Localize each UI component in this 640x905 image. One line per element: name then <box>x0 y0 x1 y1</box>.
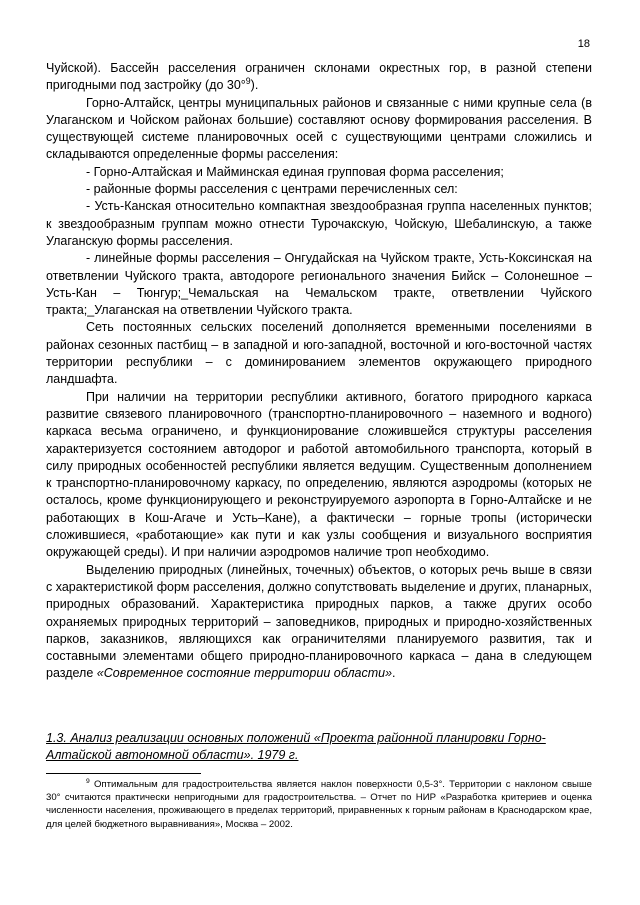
paragraph-4: При наличии на территории республики активного, богатого природного каркаса развитие связевого планировочного (транспортно-планировочного – наземного и водного) каркаса весьма ограничено, и функционирование сложившейся структуры расселения характеризуется состоянием автодорог и работой автомобильного транспорта, который в силу природных особенностей республики является ведущим. Существенным дополнением к транспортно-планировочному каркасу, по определению, являются аэродромы (которых не осталось, кроме функционирующего и реконструируемого аэропорта в Горно-Алтайске и не работающих в Кош-Агаче и Усть–Кане), а фактически – горные тропы (исторически сложившиеся, «работающие» как пути и как узлы сообщения и визуального восприятия окружающей среды). И при наличии аэродромов наличие троп необходимо. <box>46 389 592 560</box>
paragraph-3: Сеть постоянных сельских поселений дополняется временными поселениями в районах сезонных пастбищ – в западной и юго-западной, восточной и юго-восточной частях территории республики – с доминированием элементов окружающего природного ландшафта. <box>46 320 592 387</box>
footnote-mark: 9 <box>86 777 90 785</box>
section-reference: «Современное состояние территории области» <box>96 666 393 681</box>
section-heading: 1.3. Анализ реализации основных положений «Проекта районной планировки Горно-Алтайской автономной области». 1979 г. <box>46 731 546 763</box>
list-item-3: - Усть-Канская относительно компактная звездообразная группа населенных пунктов; к звездообразным группам можно отнести Турочакскую, Чойскую, Шебалинскую, а также Улаганскую формы расселения. <box>46 199 592 248</box>
list-item-4: - линейные формы расселения – Онгудайская на Чуйском тракте, Усть-Коксинская на ответвлении Чуйского тракта, автодороге регионального значения Бийск – Солонешное – Усть-Кан – Тюнгур;_Чемальская на Чемальском тракте, ответвлении Чуйского тракта;_Улаганская на ответвлении Чуйского тракта. <box>46 251 592 318</box>
footnote-divider <box>46 773 201 774</box>
paragraph-1: Чуйской). Бассейн расселения ограничен склонами окрестных гор, в разной степени пригодными под застройку (до 30°$^9$). <box>46 61 592 93</box>
page-number: 18 <box>577 38 590 50</box>
paragraph-5: Выделению природных (линейных, точечных) объектов, о которых речь выше в связи с характеристикой форм расселения, должно сопутствовать выделение и других, планарных, природных образований. Характеристика природных парков, а также других особо охраняемых природных территорий – заповедников, природных и природно-хозяйственных парков, заказников, являющихся как ограничителями планируемого развития, так и составными элементами общего природно-планировочного каркаса – дана в следующем разделе «Современное состояние территории области». <box>46 562 592 681</box>
footnote-ref[interactable]: 9 <box>245 76 251 87</box>
footnote: $^9$ Оптимальным для градостроительства является наклон поверхности 0,5-3°. Территории с наклоном свыше 30° считаются практически непригодными для градостроительства. – Отчет по НИР «Разработка критериев и оценка численности населения, проживающего в пределах территорий, приравненных к горным районам в Краснодарском крае, для целей бюджетного выравнивания», Москва – 2002. <box>46 777 592 830</box>
body-text <box>46 60 592 683</box>
list-item-1: - Горно-Алтайская и Майминская единая групповая форма расселения; <box>86 164 504 179</box>
list-item-2: - районные формы расселения с центрами перечисленных сел: <box>86 182 458 197</box>
paragraph-2: Горно-Алтайск, центры муниципальных районов и связанные с ними крупные села (в Улаганском и Чойском районах большие) составляют основу формирования расселения. В существующей системе планировочных осей с существующими центрами сложились и складываются определенные формы расселения: <box>46 95 592 162</box>
